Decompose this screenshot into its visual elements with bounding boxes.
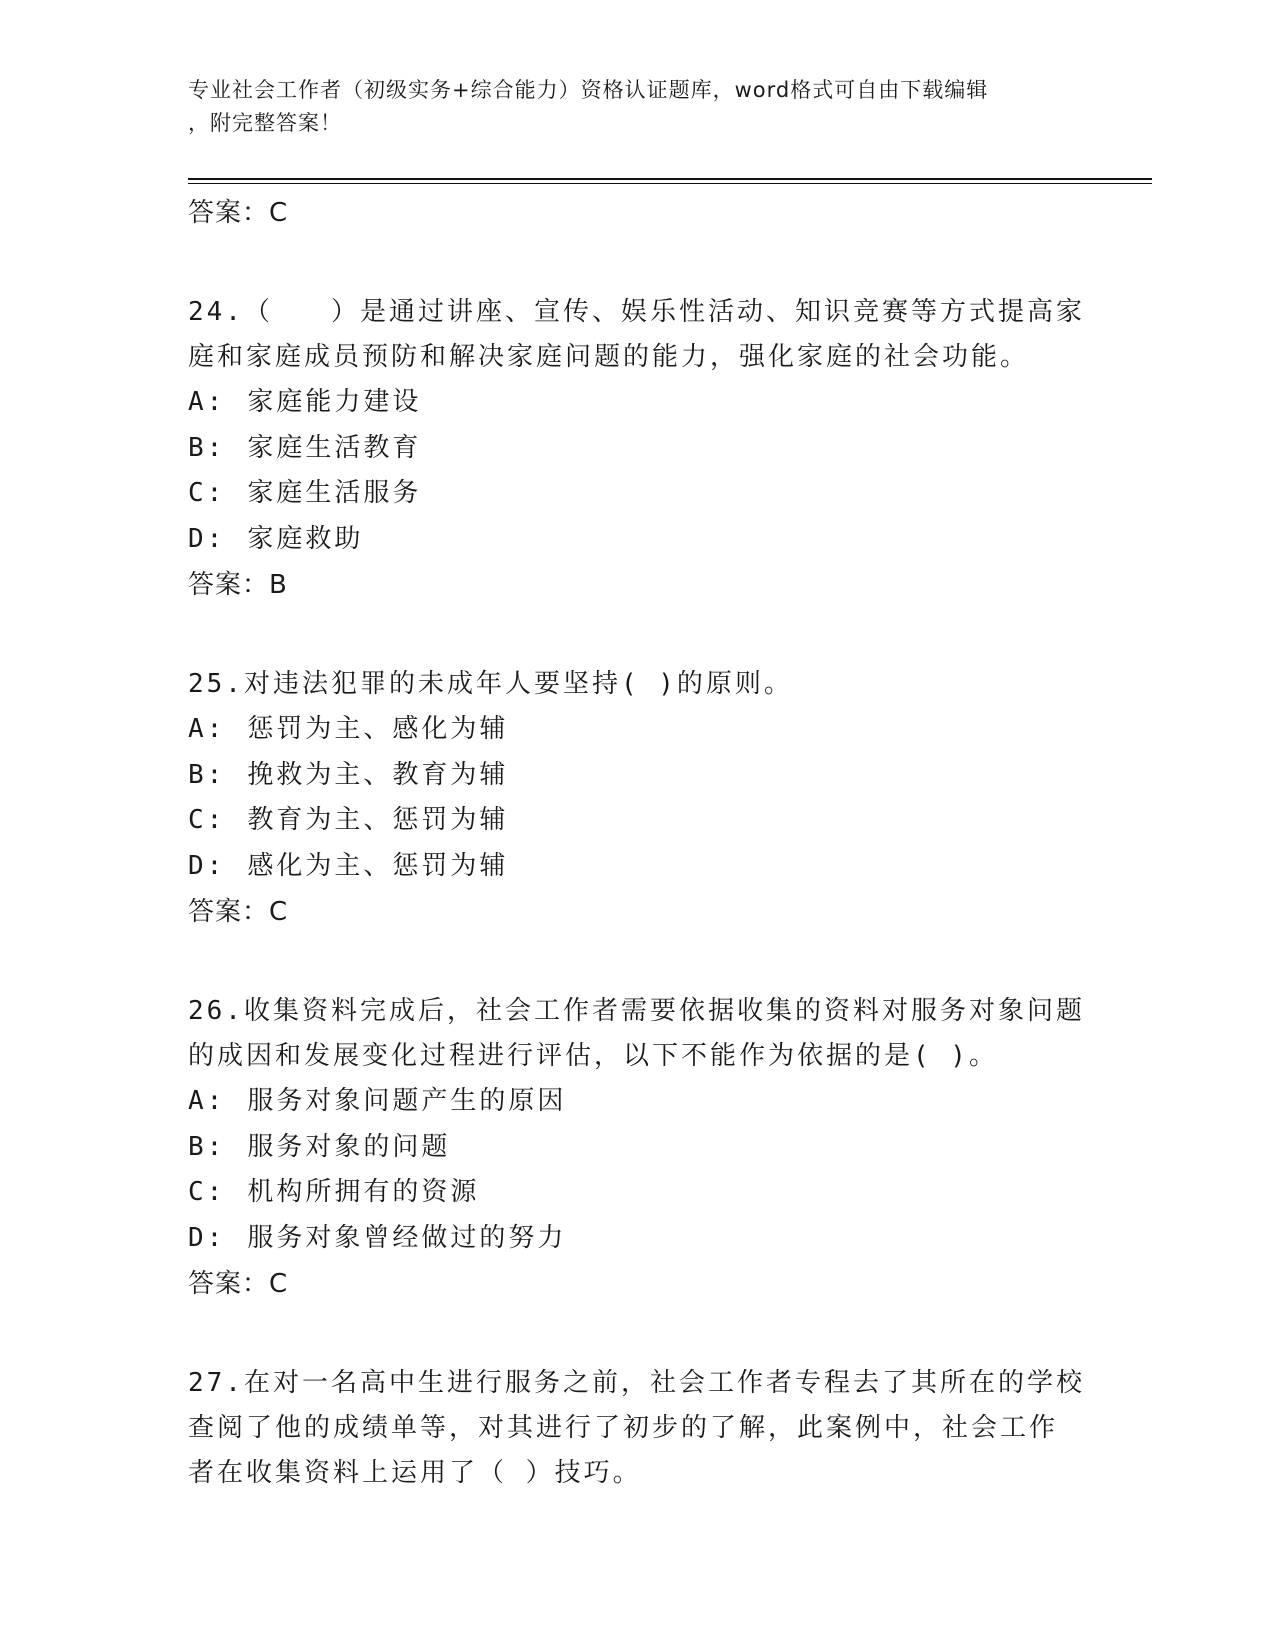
question-24 xyxy=(188,290,1088,608)
option-b xyxy=(188,1125,1088,1171)
answer-label: 答案： xyxy=(188,897,270,927)
question-text xyxy=(188,290,1088,380)
option-d xyxy=(188,1216,1088,1262)
option-c xyxy=(188,1170,1088,1216)
option-text: 挽救为主、教育为辅 xyxy=(247,759,509,790)
option-text: 感化为主、惩罚为辅 xyxy=(247,850,509,881)
document-body xyxy=(188,190,1088,1496)
option-b xyxy=(188,753,1088,799)
answer-26 xyxy=(188,1261,1088,1307)
option-text: 服务对象曾经做过的努力 xyxy=(247,1222,567,1253)
option-d xyxy=(188,517,1088,563)
question-line: 24.（ ）是通过讲座、宣传、娱乐性活动、知识竞赛等方式提高家 xyxy=(188,297,1085,327)
question-27 xyxy=(188,1361,1088,1496)
option-letter: A: xyxy=(188,1086,226,1116)
header-line-1: 专业社会工作者（初级实务+综合能力）资格认证题库，word格式可自由下载编辑 xyxy=(188,78,989,102)
option-letter: A: xyxy=(188,387,226,417)
header-line-2: ，附完整答案！ xyxy=(188,111,342,135)
option-b xyxy=(188,426,1088,472)
option-letter: B: xyxy=(188,432,226,463)
option-letter: D: xyxy=(188,850,226,881)
option-text: 家庭生活服务 xyxy=(247,478,422,508)
header-rule-thin xyxy=(188,183,1152,184)
question-line: 的成因和发展变化过程进行评估，以下不能作为依据的是( )。 xyxy=(188,1041,998,1071)
option-letter: C: xyxy=(188,1177,226,1207)
option-c xyxy=(188,798,1088,844)
question-line: 查阅了他的成绩单等，对其进行了初步的了解，此案例中，社会工作 xyxy=(188,1413,1059,1443)
option-letter: D: xyxy=(188,1222,226,1253)
option-a xyxy=(188,1079,1088,1125)
option-text: 服务对象的问题 xyxy=(247,1131,451,1162)
question-line: 26.收集资料完成后，社会工作者需要依据收集的资料对服务对象问题 xyxy=(188,996,1085,1026)
option-c xyxy=(188,471,1088,517)
option-letter: C: xyxy=(188,805,226,835)
option-letter: A: xyxy=(188,714,226,744)
answer-25 xyxy=(188,889,1088,935)
option-text: 机构所拥有的资源 xyxy=(247,1177,480,1207)
answer-value: C xyxy=(269,198,289,228)
option-text: 家庭救助 xyxy=(247,523,364,554)
question-line: 庭和家庭成员预防和解决家庭问题的能力，强化家庭的社会功能。 xyxy=(188,342,1030,372)
question-25 xyxy=(188,662,1088,935)
option-text: 服务对象问题产生的原因 xyxy=(247,1086,567,1116)
option-letter: B: xyxy=(188,759,226,790)
answer-label: 答案： xyxy=(188,198,270,228)
option-text: 惩罚为主、感化为辅 xyxy=(247,714,509,744)
option-text: 教育为主、惩罚为辅 xyxy=(247,805,509,835)
question-text xyxy=(188,662,1088,707)
answer-24 xyxy=(188,562,1088,608)
answer-value: C xyxy=(269,1269,289,1299)
question-line: 者在收集资料上运用了（ ）技巧。 xyxy=(188,1458,642,1488)
answer-23 xyxy=(188,190,1088,236)
option-a xyxy=(188,380,1088,426)
answer-label: 答案： xyxy=(188,1269,270,1299)
header-rule-thick xyxy=(188,178,1152,180)
answer-value: C xyxy=(269,897,289,927)
question-26 xyxy=(188,989,1088,1307)
page-header xyxy=(188,74,1088,140)
option-letter: D: xyxy=(188,523,226,554)
option-letter: B: xyxy=(188,1131,226,1162)
question-line: 27.在对一名高中生进行服务之前，社会工作者专程去了其所在的学校 xyxy=(188,1368,1085,1398)
option-text: 家庭生活教育 xyxy=(247,432,422,463)
option-d xyxy=(188,844,1088,890)
question-line: 25.对违法犯罪的未成年人要坚持( )的原则。 xyxy=(188,669,793,699)
answer-value: B xyxy=(269,570,288,600)
question-text xyxy=(188,989,1088,1079)
option-a xyxy=(188,707,1088,753)
question-text xyxy=(188,1361,1088,1496)
answer-label: 答案： xyxy=(188,570,270,600)
option-letter: C: xyxy=(188,478,226,508)
option-text: 家庭能力建设 xyxy=(247,387,422,417)
